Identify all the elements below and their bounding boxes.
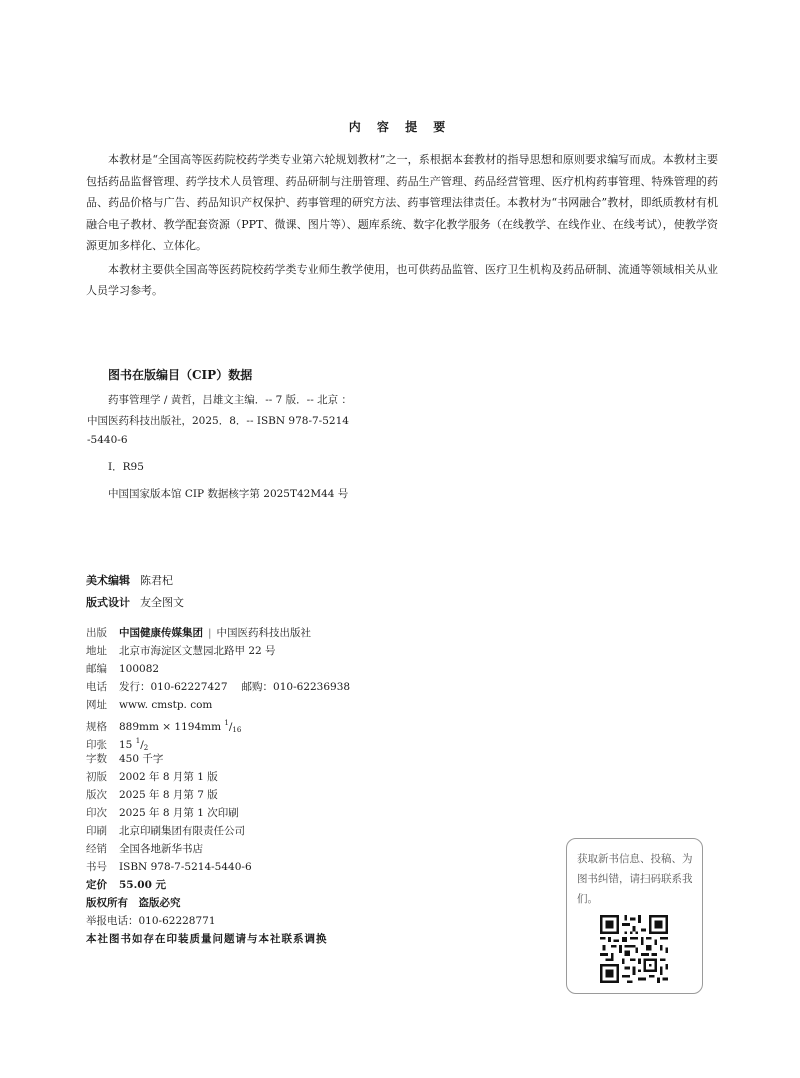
info-row-distributor: 经销 全国各地新华书店 — [86, 843, 203, 855]
info-row-printing: 印次 2025 年 8 月第 1 次印刷 — [86, 807, 239, 819]
info-row-price: 定价 55.00 元 — [86, 879, 167, 891]
copyright-notice: 版权所有 盗版必究 — [86, 897, 181, 909]
qr-text: 获取新书信息、投稿、为图书纠错，请扫码联系我们。 — [577, 853, 693, 905]
cip-line: 药事管理学 / 黄哲，吕雄文主编．-- 7 版．-- 北京 ： — [108, 394, 352, 406]
info-row-postcode: 邮编 100082 — [86, 663, 160, 675]
cip-line: 中国医药科技出版社，2025．8．-- ISBN 978-7-5214 — [87, 415, 349, 427]
publisher-group: 中国健康传媒集团 — [119, 627, 203, 639]
publisher-name: 中国医药科技出版社 — [216, 627, 312, 639]
quality-notice: 本社图书如存在印装质量问题请与本社联系调换 — [86, 933, 328, 945]
info-row-phone: 电话 发行：010-62227427 邮购：010-62236938 — [86, 681, 351, 693]
info-row-printer: 印刷 北京印刷集团有限责任公司 — [86, 825, 245, 837]
layout-design: 友全图文 — [140, 596, 184, 609]
qr-box — [566, 838, 703, 994]
cip-title: 图书在版编目（CIP）数据 — [108, 368, 253, 382]
info-row-website: 网址 www. cmstp. com — [86, 699, 213, 711]
cip-line: -5440-6 — [87, 434, 128, 446]
info-row-edition: 版次 2025 年 8 月第 7 版 — [86, 789, 218, 801]
website-link: www. cmstp. com — [119, 699, 213, 711]
qr-code-icon[interactable] — [600, 915, 668, 983]
summary-paragraph: 本教材是“全国高等医药院校药学类专业第六轮规划教材”之一，系根据本套教材的指导思想和原则要求编写而成。本教材主要包括药品监督管理、药学技术人员管理、药品研制与注册管理、药品生产管理、药品经营管理、医疗机构药事管理、特殊管理的药品、药品价格与广告、药品知识产权保护、药事管理的研究方法、药事管理法律责任。本教材为“书网融合”教材，即纸质教材有机融合电子教材、教学配套资源（PPT、微课、图片等）、题库系统、数字化教学服务（在线教学、在线作业、在线考试），使教学资源更加多样化、立体化。 — [86, 153, 718, 252]
art-editor: 陈君杞 — [140, 574, 173, 587]
summary-paragraph: 本教材主要供全国高等医药院校药学类专业师生教学使用，也可供药品监管、医疗卫生机构及药品研制、流通等领域相关从业人员学习参考。 — [86, 262, 718, 297]
publication-info — [86, 624, 350, 948]
info-row-format: 规格 889mm × 1194mm $^1/_{16}$ — [86, 719, 242, 734]
info-row-sheets: 印张 15 $^1/_2$ — [86, 737, 149, 752]
summary-body — [86, 149, 718, 302]
layout-design-row — [86, 594, 184, 610]
cip-line: 中国国家版本馆 CIP 数据核字第 2025T42M44 号 — [108, 488, 349, 500]
info-row-publisher: 出版 中国健康传媒集团 | 中国医药科技出版社 — [86, 627, 312, 639]
layout-design-label: 版式设计 — [86, 596, 130, 609]
art-editor-label: 美术编辑 — [86, 574, 130, 587]
info-row-first-edition: 初版 2002 年 8 月第 1 版 — [86, 771, 218, 783]
cip-line: Ⅰ．R95 — [108, 461, 144, 473]
info-row-isbn: 书号 ISBN 978-7-5214-5440-6 — [86, 861, 252, 873]
info-row-address: 地址 北京市海淀区文慧园北路甲 22 号 — [86, 645, 276, 657]
summary-title: 内 容 提 要 — [348, 120, 452, 134]
art-editor-row — [86, 572, 173, 588]
report-phone: 举报电话：010-62228771 — [86, 915, 216, 927]
info-row-words: 字数 450 千字 — [86, 753, 164, 765]
